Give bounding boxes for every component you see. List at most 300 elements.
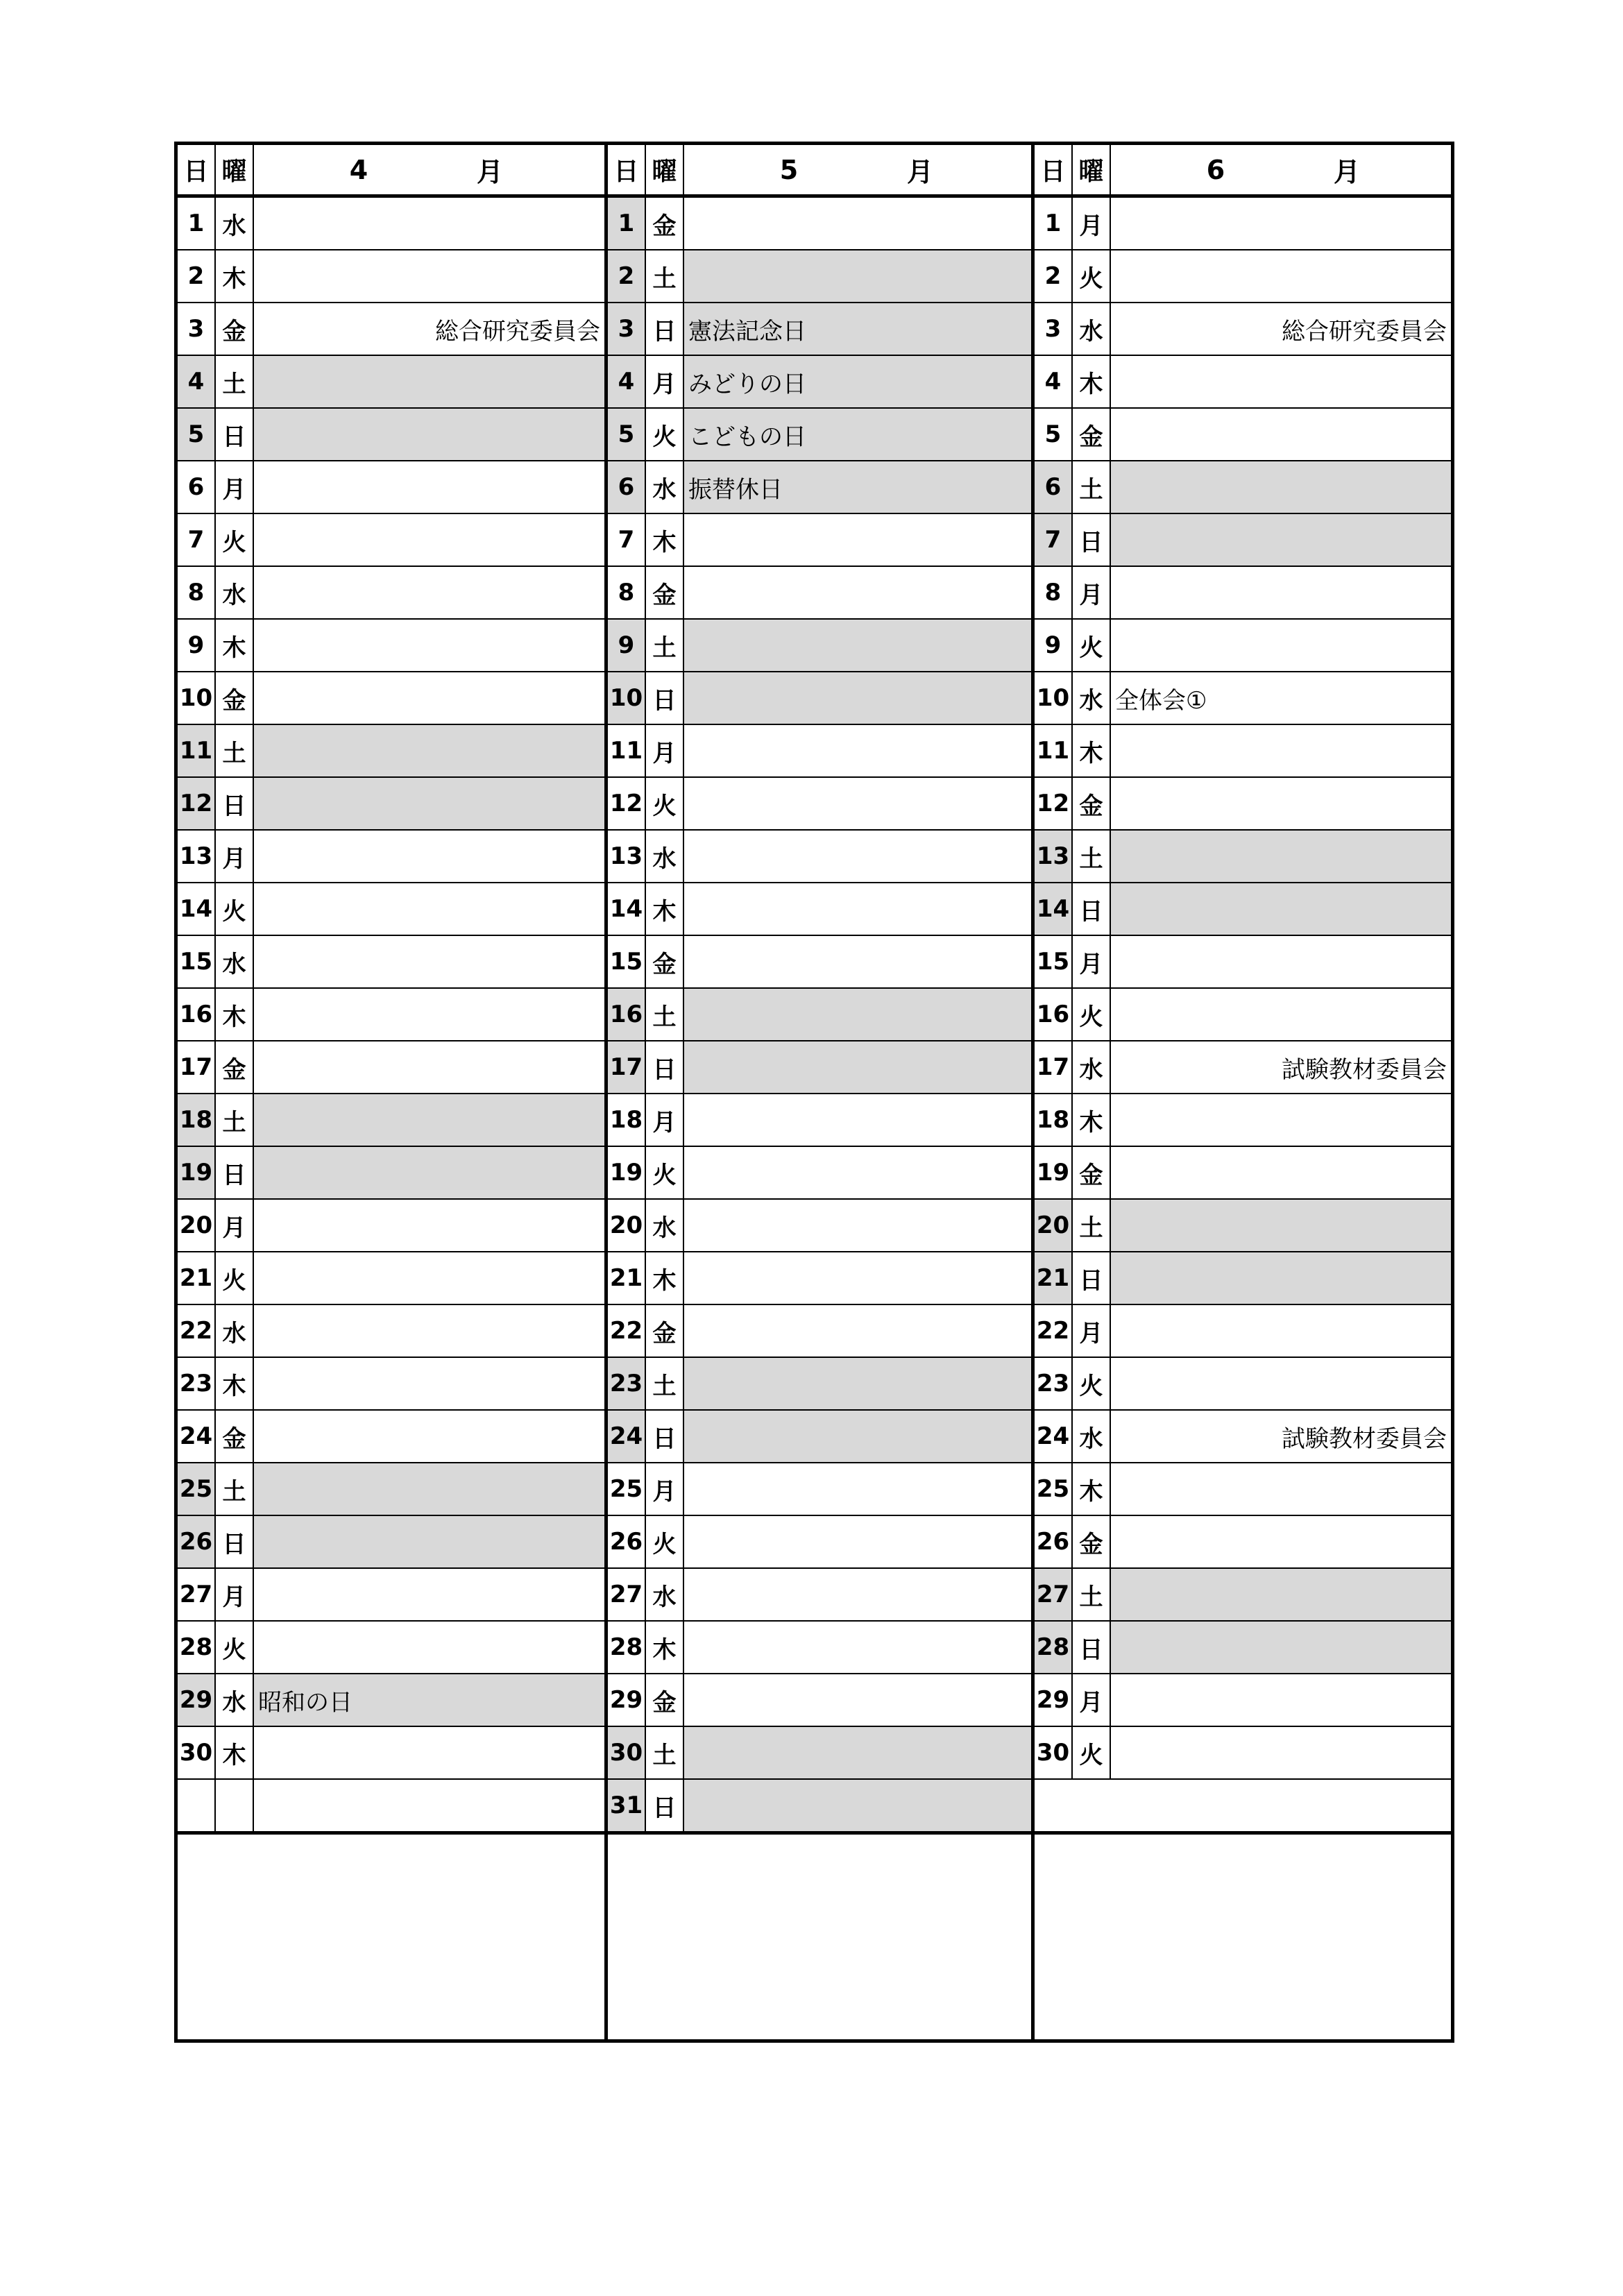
event-cell[interactable] <box>684 1252 1031 1304</box>
weekday: 日 <box>646 1780 684 1831</box>
event-cell[interactable] <box>684 1305 1031 1357</box>
weekday: 水 <box>646 831 684 882</box>
weekday: 日 <box>646 1411 684 1462</box>
event-cell[interactable] <box>254 1780 604 1831</box>
weekday: 金 <box>1073 409 1111 460</box>
weekday: 火 <box>1073 250 1111 302</box>
month-header <box>178 145 604 198</box>
event-cell[interactable] <box>684 1094 1031 1146</box>
day-number: 2 <box>608 250 646 302</box>
day-number: 11 <box>1035 725 1073 776</box>
month-label: 月 <box>477 157 504 187</box>
month-number: 5 <box>779 154 799 185</box>
day-row <box>608 831 1031 883</box>
event-cell[interactable] <box>684 883 1031 935</box>
event-cell[interactable] <box>684 1516 1031 1567</box>
event-cell[interactable] <box>254 1411 604 1462</box>
day-row <box>608 1622 1031 1674</box>
weekday: 火 <box>1073 1358 1111 1409</box>
notes-area[interactable] <box>608 1832 1031 2039</box>
event-cell[interactable] <box>1111 514 1451 566</box>
day-number: 7 <box>1035 514 1073 566</box>
event-cell[interactable] <box>1111 409 1451 460</box>
day-number: 6 <box>178 461 216 513</box>
event-cell[interactable] <box>1111 356 1451 407</box>
day-number: 8 <box>608 567 646 618</box>
day-row <box>178 672 604 725</box>
weekday: 日 <box>646 303 684 355</box>
day-number: 15 <box>608 936 646 987</box>
event-cell[interactable] <box>684 198 1031 249</box>
event-cell[interactable] <box>1111 250 1451 302</box>
event-cell[interactable] <box>254 1622 604 1673</box>
notes-area[interactable] <box>178 1832 604 2039</box>
event-cell[interactable] <box>684 672 1031 724</box>
day-number: 20 <box>178 1200 216 1251</box>
event-cell[interactable]: 昭和の日 <box>254 1674 604 1726</box>
weekday: 木 <box>1073 356 1111 407</box>
day-row <box>1035 936 1451 989</box>
month-header <box>1035 145 1451 198</box>
day-number: 25 <box>608 1463 646 1515</box>
day-row <box>608 672 1031 725</box>
day-row <box>608 1674 1031 1727</box>
day-number: 17 <box>608 1041 646 1093</box>
weekday: 水 <box>216 567 254 618</box>
day-number: 18 <box>608 1094 646 1146</box>
event-cell[interactable] <box>684 620 1031 671</box>
day-number: 12 <box>1035 778 1073 829</box>
event-cell[interactable] <box>1111 198 1451 249</box>
day-number: 1 <box>178 198 216 249</box>
day-number: 25 <box>178 1463 216 1515</box>
day-number: 4 <box>608 356 646 407</box>
weekday: 金 <box>646 567 684 618</box>
event-cell[interactable] <box>254 725 604 776</box>
event-cell[interactable] <box>1111 725 1451 776</box>
weekday: 月 <box>646 1463 684 1515</box>
weekday: 水 <box>216 1674 254 1726</box>
month-label: 月 <box>1334 157 1361 187</box>
weekday: 月 <box>216 1200 254 1251</box>
notes-area[interactable] <box>1035 1832 1451 2039</box>
event-cell[interactable] <box>684 1463 1031 1515</box>
event-cell[interactable] <box>684 1041 1031 1093</box>
weekday: 日 <box>216 1516 254 1567</box>
day-number: 18 <box>178 1094 216 1146</box>
day-row <box>1035 778 1451 831</box>
day-number <box>178 1780 216 1831</box>
day-number: 21 <box>1035 1252 1073 1304</box>
day-number: 13 <box>608 831 646 882</box>
event-cell[interactable]: 試験教材委員会 <box>1282 1425 1447 1453</box>
event-cell[interactable] <box>254 1727 604 1778</box>
day-number: 26 <box>178 1516 216 1567</box>
event-cell[interactable] <box>684 725 1031 776</box>
day-row <box>178 1041 604 1094</box>
day-row <box>608 1200 1031 1252</box>
event-cell[interactable] <box>1111 831 1451 882</box>
event-cell[interactable] <box>684 250 1031 302</box>
weekday: 日 <box>216 778 254 829</box>
event-cell[interactable] <box>684 1622 1031 1673</box>
event-cell[interactable] <box>254 1147 604 1198</box>
day-row <box>608 778 1031 831</box>
day-number: 6 <box>608 461 646 513</box>
day-number: 5 <box>178 409 216 460</box>
event-cell[interactable]: みどりの日 <box>684 356 1031 407</box>
day-row <box>608 1358 1031 1411</box>
weekday: 月 <box>646 725 684 776</box>
weekday: 土 <box>1073 1200 1111 1251</box>
event-cell[interactable] <box>254 1516 604 1567</box>
event-cell[interactable]: 振替休日 <box>684 461 1031 513</box>
event-cell[interactable] <box>1111 1516 1451 1567</box>
weekday: 水 <box>646 1569 684 1620</box>
event-cell[interactable]: 試験教材委員会 <box>1282 1055 1447 1084</box>
day-number: 16 <box>608 989 646 1040</box>
day-row <box>608 409 1031 461</box>
month-header <box>608 145 1031 198</box>
weekday: 金 <box>216 303 254 355</box>
day-number: 9 <box>608 620 646 671</box>
day-number: 23 <box>1035 1358 1073 1409</box>
event-cell[interactable] <box>1111 1622 1451 1673</box>
month-number: 4 <box>349 154 368 185</box>
day-row <box>1035 725 1451 778</box>
event-cell[interactable] <box>684 1147 1031 1198</box>
day-row <box>178 883 604 936</box>
day-row <box>1035 672 1451 725</box>
day-number: 29 <box>178 1674 216 1726</box>
event-cell[interactable] <box>254 1200 604 1251</box>
day-number: 8 <box>178 567 216 618</box>
event-cell[interactable] <box>684 514 1031 566</box>
day-number: 4 <box>178 356 216 407</box>
event-cell[interactable] <box>1111 1358 1451 1409</box>
event-cell[interactable] <box>254 1463 604 1515</box>
weekday: 月 <box>1073 1674 1111 1726</box>
day-row <box>1035 461 1451 514</box>
day-number: 28 <box>178 1622 216 1673</box>
event-cell[interactable] <box>684 1358 1031 1409</box>
day-number: 24 <box>608 1411 646 1462</box>
day-row <box>1035 198 1451 250</box>
weekday: 土 <box>646 620 684 671</box>
event-cell[interactable] <box>1111 567 1451 618</box>
weekday: 日 <box>1073 1622 1111 1673</box>
month-title <box>684 145 1031 194</box>
weekday: 日 <box>216 1147 254 1198</box>
day-number: 21 <box>608 1252 646 1304</box>
weekday: 木 <box>216 1727 254 1778</box>
day-row <box>608 1305 1031 1358</box>
day-row <box>1035 356 1451 409</box>
event-cell[interactable] <box>684 1674 1031 1726</box>
event-cell[interactable] <box>1111 1147 1451 1198</box>
day-number: 29 <box>1035 1674 1073 1726</box>
event-cell[interactable] <box>684 567 1031 618</box>
event-cell[interactable] <box>254 567 604 618</box>
day-number: 17 <box>178 1041 216 1093</box>
day-row <box>1035 1200 1451 1252</box>
day-number: 1 <box>608 198 646 249</box>
day-number: 27 <box>178 1569 216 1620</box>
day-row <box>1035 1041 1451 1094</box>
weekday-header: 曜 <box>646 145 684 194</box>
day-row <box>608 725 1031 778</box>
weekday: 月 <box>216 461 254 513</box>
event-cell[interactable] <box>1111 1727 1451 1778</box>
day-row <box>178 725 604 778</box>
day-header: 日 <box>178 145 216 194</box>
weekday: 土 <box>216 1094 254 1146</box>
day-number: 14 <box>608 883 646 935</box>
event-cell[interactable] <box>684 778 1031 829</box>
weekday: 木 <box>646 1622 684 1673</box>
day-row <box>608 1411 1031 1463</box>
event-cell[interactable] <box>1111 1674 1451 1726</box>
event-cell[interactable]: 総合研究委員会 <box>435 317 600 346</box>
weekday: 金 <box>216 672 254 724</box>
day-number: 25 <box>1035 1463 1073 1515</box>
month-label: 月 <box>907 157 934 187</box>
day-row <box>178 1780 604 1832</box>
day-number: 23 <box>178 1358 216 1409</box>
month-column-april <box>178 145 604 2039</box>
day-row <box>178 1200 604 1252</box>
event-cell[interactable] <box>254 936 604 987</box>
weekday: 木 <box>216 1358 254 1409</box>
day-number: 27 <box>1035 1569 1073 1620</box>
weekday: 火 <box>1073 989 1111 1040</box>
day-row <box>1035 1569 1451 1622</box>
day-number: 9 <box>1035 620 1073 671</box>
event-cell[interactable] <box>1111 1305 1451 1357</box>
day-number: 11 <box>608 725 646 776</box>
event-cell[interactable] <box>254 250 604 302</box>
weekday: 月 <box>1073 198 1111 249</box>
day-row <box>1035 989 1451 1041</box>
day-row <box>608 1041 1031 1094</box>
day-number: 24 <box>1035 1411 1073 1462</box>
event-cell[interactable] <box>254 883 604 935</box>
month-title <box>254 145 604 194</box>
event-cell[interactable] <box>684 1200 1031 1251</box>
day-row <box>1035 250 1451 303</box>
day-row <box>178 1252 604 1305</box>
weekday: 金 <box>646 1305 684 1357</box>
day-number: 10 <box>608 672 646 724</box>
day-number: 23 <box>608 1358 646 1409</box>
weekday: 火 <box>216 514 254 566</box>
day-number: 29 <box>608 1674 646 1726</box>
weekday: 火 <box>646 409 684 460</box>
day-row <box>178 1569 604 1622</box>
day-number: 11 <box>178 725 216 776</box>
event-cell[interactable] <box>684 1727 1031 1778</box>
day-row <box>1035 620 1451 672</box>
event-cell[interactable] <box>254 672 604 724</box>
day-row <box>1035 1463 1451 1516</box>
weekday: 火 <box>1073 620 1111 671</box>
weekday: 木 <box>1073 1094 1111 1146</box>
day-number: 14 <box>1035 883 1073 935</box>
event-cell[interactable] <box>684 989 1031 1040</box>
weekday: 金 <box>646 198 684 249</box>
day-row <box>178 620 604 672</box>
event-cell[interactable] <box>254 514 604 566</box>
event-cell[interactable] <box>1111 1094 1451 1146</box>
event-cell[interactable] <box>254 1094 604 1146</box>
event-cell[interactable]: こどもの日 <box>684 409 1031 460</box>
weekday: 水 <box>1073 1411 1111 1462</box>
day-row <box>1035 1674 1451 1727</box>
day-row <box>1035 1622 1451 1674</box>
weekday: 金 <box>216 1411 254 1462</box>
weekday: 日 <box>216 409 254 460</box>
day-header: 日 <box>608 145 646 194</box>
day-row <box>608 1147 1031 1200</box>
weekday: 火 <box>216 1252 254 1304</box>
day-number: 10 <box>178 672 216 724</box>
weekday: 土 <box>1073 831 1111 882</box>
event-cell[interactable] <box>254 409 604 460</box>
day-number: 15 <box>178 936 216 987</box>
day-row <box>608 461 1031 514</box>
weekday: 木 <box>646 883 684 935</box>
event-cell[interactable] <box>1111 1463 1451 1515</box>
event-cell[interactable] <box>1111 1200 1451 1251</box>
weekday: 金 <box>646 1674 684 1726</box>
weekday: 金 <box>1073 1516 1111 1567</box>
weekday: 土 <box>1073 1569 1111 1620</box>
day-number: 7 <box>608 514 646 566</box>
day-number: 21 <box>178 1252 216 1304</box>
day-number: 4 <box>1035 356 1073 407</box>
month-column-may <box>604 145 1031 2039</box>
event-cell[interactable] <box>684 831 1031 882</box>
event-cell[interactable] <box>254 461 604 513</box>
day-number: 14 <box>178 883 216 935</box>
day-row <box>608 936 1031 989</box>
event-cell[interactable] <box>254 620 604 671</box>
day-number: 13 <box>178 831 216 882</box>
weekday: 木 <box>1073 725 1111 776</box>
event-cell[interactable] <box>1111 1569 1451 1620</box>
event-cell[interactable] <box>1111 1252 1451 1304</box>
weekday: 水 <box>216 936 254 987</box>
event-cell[interactable] <box>254 198 604 249</box>
event-cell[interactable] <box>254 1358 604 1409</box>
weekday: 月 <box>646 1094 684 1146</box>
day-number: 26 <box>1035 1516 1073 1567</box>
day-number: 22 <box>608 1305 646 1357</box>
day-row <box>178 1411 604 1463</box>
day-row <box>608 989 1031 1041</box>
event-cell[interactable] <box>254 778 604 829</box>
day-rows <box>1035 198 1451 1780</box>
day-number: 13 <box>1035 831 1073 882</box>
event-cell[interactable]: 総合研究委員会 <box>1282 317 1447 346</box>
day-row <box>178 936 604 989</box>
event-cell[interactable] <box>684 1569 1031 1620</box>
day-row <box>608 1727 1031 1780</box>
day-row <box>178 831 604 883</box>
weekday: 月 <box>646 356 684 407</box>
day-number: 24 <box>178 1411 216 1462</box>
day-row <box>608 620 1031 672</box>
day-number: 5 <box>1035 409 1073 460</box>
event-cell[interactable] <box>254 1252 604 1304</box>
day-header: 日 <box>1035 145 1073 194</box>
day-number: 15 <box>1035 936 1073 987</box>
event-cell[interactable] <box>254 1305 604 1357</box>
day-number: 1 <box>1035 198 1073 249</box>
event-cell[interactable] <box>254 989 604 1040</box>
weekday: 水 <box>1073 1041 1111 1093</box>
day-number: 2 <box>178 250 216 302</box>
day-number: 20 <box>608 1200 646 1251</box>
event-cell[interactable] <box>684 1411 1031 1462</box>
event-cell[interactable] <box>1111 883 1451 935</box>
event-cell[interactable] <box>254 1569 604 1620</box>
day-row <box>608 883 1031 936</box>
day-number: 7 <box>178 514 216 566</box>
event-cell[interactable] <box>684 1780 1031 1831</box>
day-row <box>608 1569 1031 1622</box>
day-number: 16 <box>1035 989 1073 1040</box>
month-number: 6 <box>1206 154 1225 185</box>
day-rows <box>608 198 1031 1832</box>
event-cell[interactable] <box>1111 461 1451 513</box>
event-cell[interactable]: 全体会① <box>1115 686 1207 715</box>
day-row <box>608 567 1031 620</box>
day-row <box>178 1358 604 1411</box>
weekday: 水 <box>216 198 254 249</box>
event-cell[interactable] <box>254 831 604 882</box>
weekday: 土 <box>646 989 684 1040</box>
event-cell[interactable] <box>1111 778 1451 829</box>
calendar-table <box>174 142 1454 2043</box>
day-row <box>178 409 604 461</box>
day-row <box>608 1094 1031 1147</box>
weekday: 水 <box>646 461 684 513</box>
day-row <box>178 1147 604 1200</box>
weekday: 木 <box>646 514 684 566</box>
event-cell[interactable] <box>684 936 1031 987</box>
day-number: 31 <box>608 1780 646 1831</box>
event-cell[interactable] <box>254 1041 604 1093</box>
weekday: 土 <box>646 1358 684 1409</box>
weekday: 火 <box>216 1622 254 1673</box>
weekday: 木 <box>646 1252 684 1304</box>
day-number: 3 <box>608 303 646 355</box>
event-cell[interactable] <box>1111 620 1451 671</box>
event-cell[interactable]: 憲法記念日 <box>684 303 1031 355</box>
weekday: 木 <box>1073 1463 1111 1515</box>
event-cell[interactable] <box>1111 936 1451 987</box>
day-number: 12 <box>178 778 216 829</box>
event-cell[interactable] <box>254 356 604 407</box>
day-number: 19 <box>178 1147 216 1198</box>
day-number: 10 <box>1035 672 1073 724</box>
day-number: 17 <box>1035 1041 1073 1093</box>
event-cell[interactable] <box>1111 989 1451 1040</box>
weekday: 水 <box>1073 303 1111 355</box>
day-rows <box>178 198 604 1832</box>
day-number: 6 <box>1035 461 1073 513</box>
